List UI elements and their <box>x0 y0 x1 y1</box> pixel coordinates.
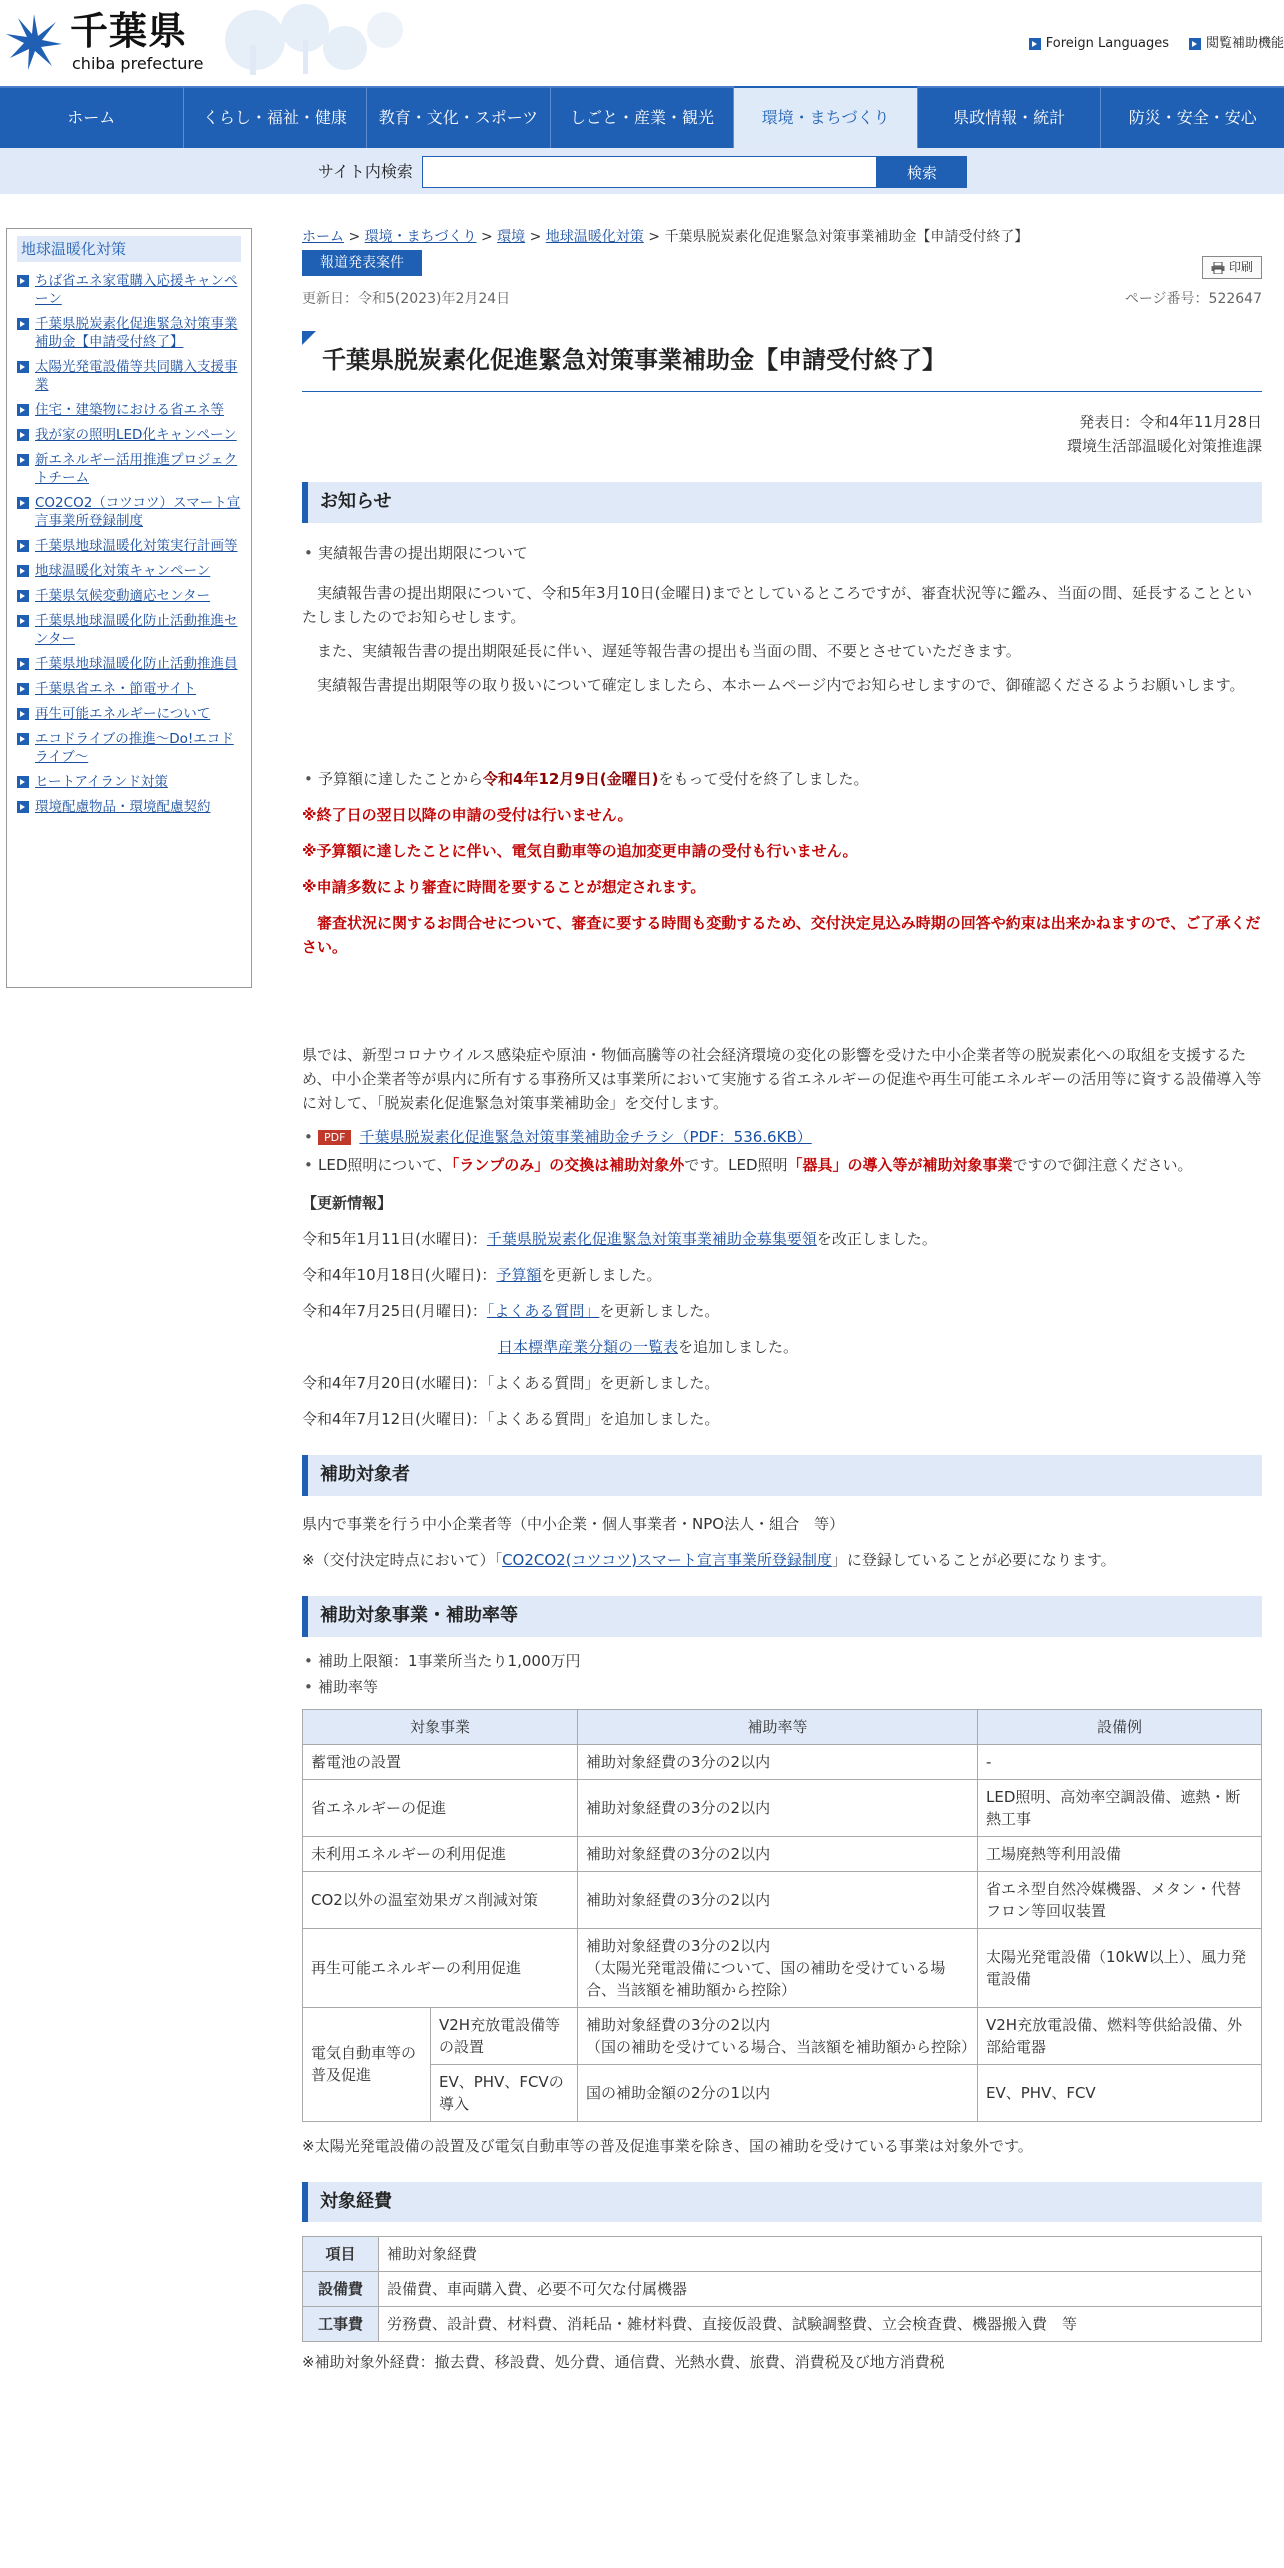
led-pre: LED照明について、 <box>318 1155 452 1174</box>
release-date: 発表日：令和4年11月28日 <box>1079 413 1262 432</box>
sidebar-item <box>17 315 241 351</box>
table-cell: 労務費、設計費、材料費、消耗品・雑材料費、直接仮設費、試験調整費、立会検査費、機器搬入費 等 <box>379 2307 1262 2342</box>
breadcrumb: ホーム > 環境・まちづくり > 環境 > 地球温暖化対策 > 千葉県脱炭素化促進緊急対策事業補助金【申請受付終了】 <box>302 229 1029 245</box>
table-cell: 太陽光発電設備（10kW以上）、風力発電設備 <box>978 1928 1262 2007</box>
search-label: サイト内検索 <box>318 162 413 181</box>
update-1-date: 令和5年1月11日(水曜日)： <box>302 1229 487 1248</box>
sidebar-item <box>17 358 241 394</box>
arrow-icon <box>17 683 29 695</box>
sidebar-link[interactable]: 千葉県地球温暖化防止活動推進員 <box>35 656 238 672</box>
table-cell-group: 電気自動車等の普及促進 <box>303 2007 431 2121</box>
sidebar-link[interactable]: 新エネルギー活用推進プロジェクトチーム <box>35 452 238 486</box>
breadcrumb-environment[interactable]: 環境 <box>497 229 526 245</box>
arrow-icon <box>17 361 29 373</box>
notice-bullet-report: • 実績報告書の提出期限について <box>302 541 1262 565</box>
table-cell: 設備費、車両購入費、必要不可欠な付属機器 <box>379 2272 1262 2307</box>
table-row <box>303 2007 1262 2064</box>
nav-environment[interactable]: 環境・まちづくり <box>734 86 918 148</box>
table-header: 対象事業 <box>303 1709 578 1744</box>
arrow-icon <box>17 776 29 788</box>
sidebar-item <box>17 426 241 444</box>
sidebar-item <box>17 680 241 698</box>
table-cell: 補助対象経費の3分の2以内 <box>578 1779 978 1836</box>
table-row <box>303 1871 1262 1928</box>
breadcrumb-environment-town[interactable]: 環境・まちづくり <box>364 229 477 245</box>
table-cell-label: 設備費 <box>303 2272 379 2307</box>
table-cell: - <box>978 1744 1262 1779</box>
sidebar-link[interactable]: 住宅・建築物における省エネ等 <box>35 402 224 418</box>
table-row <box>303 2064 1262 2121</box>
breadcrumb-global-warming[interactable]: 地球温暖化対策 <box>545 229 644 245</box>
table-cell-label: 項目 <box>303 2237 379 2272</box>
update-2-date: 令和4年10月18日(火曜日)： <box>302 1265 497 1284</box>
arrow-icon <box>17 429 29 441</box>
notice-bullet-closed <box>302 767 1262 791</box>
table-cell: 省エネ型自然冷媒機器、メタン・代替フロン等回収装置 <box>978 1871 1262 1928</box>
nav-prefecture-info[interactable]: 県政情報・統計 <box>918 86 1102 148</box>
alert-note-4: 審査状況に関するお問合せについて、審査に要する時間も変動するため、交付決定見込み時期の回答や約束は出来かねますので、ご了承ください。 <box>302 913 1261 956</box>
update-line-1 <box>302 1227 1262 1251</box>
table-row <box>303 2272 1262 2307</box>
led-emphasis-2: 「器具」の導入等が補助対象事業 <box>787 1155 1013 1174</box>
release-info <box>302 410 1262 458</box>
target-line-2 <box>302 1548 1262 1572</box>
arrow-icon <box>17 404 29 416</box>
global-nav <box>0 86 1284 148</box>
costs-note: ※補助対象外経費：撤去費、移設費、処分費、通信費、光熱水費、旅費、消費税及び地方消費税 <box>302 2353 945 2372</box>
notice-paragraph-2: また、実績報告書の提出期限延長に伴い、遅延等報告書の提出も当面の間、不要とさせていただきます。 <box>317 641 1021 660</box>
sidebar-item <box>17 401 241 419</box>
sidebar-link[interactable]: 千葉県省エネ・節電サイト <box>35 681 197 697</box>
alert-note-2: ※予算額に達したことに伴い、電気自動車等の追加変更申請の受付も行いません。 <box>302 841 858 860</box>
sidebar-item <box>17 494 241 530</box>
table-header-row <box>303 1709 1262 1744</box>
section-costs-heading: 対象経費 <box>302 2182 1262 2223</box>
arrow-icon <box>17 615 29 627</box>
sidebar-link[interactable]: 我が家の照明LED化キャンペーン <box>35 427 237 443</box>
table-cell: LED照明、高効率空調設備、遮熱・断熱工事 <box>978 1779 1262 1836</box>
sidebar-item <box>17 655 241 673</box>
target-line-2-post: 」に登録していることが必要になります。 <box>831 1550 1116 1569</box>
table-cell: 補助対象経費の3分の2以内 （太陽光発電設備について、国の補助を受けている場合、当該額を補助額から控除） <box>578 1928 978 2007</box>
chiba-star-logo-icon <box>4 12 64 72</box>
table-cell: 補助対象経費の3分の2以内 （国の補助を受けている場合、当該額を補助額から控除） <box>578 2007 978 2064</box>
sidebar-link[interactable]: 太陽光発電設備等共同購入支援事業 <box>35 359 238 393</box>
nav-life-welfare[interactable]: くらし・福祉・健康 <box>184 86 368 148</box>
arrow-icon <box>17 497 29 509</box>
update-1-text: を改正しました。 <box>816 1229 937 1248</box>
arrow-icon <box>17 275 29 287</box>
update-3-date: 令和4年7月25日(月曜日)： <box>302 1301 487 1320</box>
update-line-3 <box>302 1299 1262 1323</box>
sidebar-item <box>17 612 241 648</box>
business-bullet-rate: • 補助率等 <box>302 1675 1262 1699</box>
led-emphasis-1: 「ランプのみ」の交換は補助対象外 <box>451 1155 685 1174</box>
table-header: 補助率等 <box>578 1709 978 1744</box>
sidebar-link[interactable]: ちば省エネ家電購入応援キャンペーン <box>35 273 238 307</box>
sidebar-link[interactable]: 千葉県地球温暖化防止活動推進センター <box>35 613 238 647</box>
update-4-link[interactable]: 日本標準産業分類の一覧表 <box>498 1337 679 1356</box>
table-row <box>303 2237 1262 2272</box>
print-button[interactable] <box>1202 256 1262 279</box>
sidebar-item <box>17 773 241 791</box>
updates-heading: 【更新情報】 <box>302 1193 393 1212</box>
sidebar-link[interactable]: ヒートアイランド対策 <box>35 774 168 790</box>
table-row <box>303 1744 1262 1779</box>
table-cell: EV、PHV、FCVの導入 <box>431 2064 578 2121</box>
alert-note-3: ※申請多数により審査に時間を要することが想定されます。 <box>302 877 706 896</box>
table-cell: 補助対象経費の3分の2以内 <box>578 1836 978 1871</box>
header-decoration-icon <box>195 0 425 84</box>
table-cell: 補助対象経費の3分の2以内 <box>578 1871 978 1928</box>
closed-pre: 予算額に達したことから <box>318 769 484 788</box>
arrow-icon <box>1189 38 1201 50</box>
closed-post: をもって受付を終了しました。 <box>658 769 869 788</box>
table-cell: 工場廃熱等利用設備 <box>978 1836 1262 1871</box>
printer-icon <box>1211 262 1225 274</box>
subsidy-table <box>302 1709 1262 2122</box>
notice-paragraph-3: 実績報告書提出期限等の取り扱いについて確定しましたら、本ホームページ内でお知らせしますので、御確認くださるようお願いします。 <box>317 675 1245 694</box>
update-line-2 <box>302 1263 1262 1287</box>
press-release-badge: 報道発表案件 <box>302 250 422 276</box>
sidebar-item <box>17 705 241 723</box>
site-logo[interactable] <box>4 10 204 76</box>
logo-title: 千葉県 <box>70 9 188 53</box>
table-cell: 補助対象経費の3分の2以内 <box>578 1744 978 1779</box>
sidebar-item <box>17 587 241 605</box>
business-bullet-limit: • 補助上限額：1事業所当たり1,000万円 <box>302 1649 1262 1673</box>
foreign-languages-label: Foreign Languages <box>1045 36 1169 51</box>
arrow-icon <box>17 801 29 813</box>
sidebar-link[interactable]: 再生可能エネルギーについて <box>35 706 211 722</box>
led-mid: です。LED照明 <box>684 1155 788 1174</box>
business-note: ※太陽光発電設備の設置及び電気自動車等の普及促進事業を除き、国の補助を受けている事業は対象外です。 <box>302 2136 1033 2155</box>
arrow-icon <box>17 733 29 745</box>
arrow-icon <box>17 318 29 330</box>
department: 環境生活部温暖化対策推進課 <box>1066 437 1262 456</box>
table-cell: 補助対象経費 <box>379 2237 1262 2272</box>
sidebar-item <box>17 730 241 766</box>
led-bullet <box>302 1153 1262 1177</box>
heading-corner-icon <box>302 331 316 345</box>
update-3-link[interactable]: 「よくある質問」 <box>486 1301 600 1320</box>
sidebar-item <box>17 451 241 487</box>
meta-row <box>302 288 1262 310</box>
co2co2-registration-link[interactable]: CO2CO2(コツコツ)スマート宣言事業所登録制度 <box>502 1550 832 1569</box>
table-row <box>303 1928 1262 2007</box>
sidebar-link[interactable]: 地球温暖化対策キャンペーン <box>35 563 211 579</box>
sidebar-item <box>17 798 241 816</box>
sidebar-link[interactable]: 千葉県気候変動適応センター <box>35 588 210 604</box>
search-bar <box>0 148 1284 194</box>
update-line-5: 令和4年7月20日(水曜日)：「よくある質問」を更新しました。 <box>302 1373 720 1392</box>
updated-date: 更新日：令和5(2023)年2月24日 <box>302 291 511 308</box>
page-title-text: 千葉県脱炭素化促進緊急対策事業補助金【申請受付終了】 <box>322 345 946 374</box>
pdf-bullet <box>302 1125 1262 1149</box>
target-line-2-pre: ※（交付決定時点において）「 <box>302 1550 503 1569</box>
update-4-text: を追加しました。 <box>678 1337 799 1356</box>
table-row <box>303 1779 1262 1836</box>
arrow-icon <box>1029 38 1041 50</box>
table-cell: EV、PHV、FCV <box>978 2064 1262 2121</box>
print-label: 印刷 <box>1228 260 1253 274</box>
table-row <box>303 1836 1262 1871</box>
foreign-languages-link[interactable] <box>1029 34 1169 55</box>
accessibility-label: 閲覧補助機能 <box>1205 36 1284 51</box>
led-post: ですので御注意ください。 <box>1012 1155 1193 1174</box>
nav-education-culture[interactable]: 教育・文化・スポーツ <box>367 86 551 148</box>
main-content <box>302 226 1262 2374</box>
table-cell: 再生可能エネルギーの利用促進 <box>303 1928 578 2007</box>
arrow-icon <box>17 454 29 466</box>
update-1-link[interactable]: 千葉県脱炭素化促進緊急対策事業補助金募集要領 <box>486 1229 817 1248</box>
site-header <box>0 0 1284 86</box>
search-button[interactable]: 検索 <box>877 156 967 188</box>
table-cell: 蓄電池の設置 <box>303 1744 578 1779</box>
nav-disaster-safety[interactable]: 防災・安全・安心 <box>1101 86 1284 148</box>
logo-subtitle: chiba prefecture <box>72 54 204 73</box>
update-3-text: を更新しました。 <box>599 1301 720 1320</box>
table-cell: CO2以外の温室効果ガス削減対策 <box>303 1871 578 1928</box>
target-line-1: 県内で事業を行う中小企業者等（中小企業・個人事業者・NPO法人・組合 等） <box>302 1514 845 1533</box>
arrow-icon <box>17 590 29 602</box>
sidebar-link[interactable]: CO2CO2（コツコツ）スマート宣言事業所登録制度 <box>35 495 241 529</box>
table-row <box>303 2307 1262 2342</box>
sidebar-link[interactable]: 千葉県地球温暖化対策実行計画等 <box>35 538 238 554</box>
accessibility-link[interactable] <box>1189 34 1284 55</box>
nav-work-industry[interactable]: しごと・産業・観光 <box>551 86 735 148</box>
flyer-pdf-link[interactable]: 千葉県脱炭素化促進緊急対策事業補助金チラシ（PDF：536.6KB） <box>359 1127 812 1146</box>
sidebar-title[interactable]: 地球温暖化対策 <box>17 236 241 262</box>
arrow-icon <box>17 708 29 720</box>
sidebar-link[interactable]: 千葉県脱炭素化促進緊急対策事業補助金【申請受付終了】 <box>35 316 238 350</box>
page-number: ページ番号：522647 <box>1124 291 1262 308</box>
sidebar-link[interactable]: エコドライブの推進～Do!エコドライブ～ <box>35 731 234 765</box>
closed-date: 令和4年12月9日(金曜日) <box>483 769 659 788</box>
table-cell: 国の補助金額の2分の1以内 <box>578 2064 978 2121</box>
update-line-4 <box>302 1335 1262 1359</box>
alert-note-1: ※終了日の翌日以降の申請の受付は行いません。 <box>302 805 633 824</box>
section-target-heading: 補助対象者 <box>302 1455 1262 1496</box>
breadcrumb-home[interactable]: ホーム <box>302 229 344 245</box>
search-input[interactable] <box>422 156 877 188</box>
update-2-link[interactable]: 予算額 <box>496 1265 542 1284</box>
section-notice-heading: お知らせ <box>302 482 1262 523</box>
update-line-6: 令和4年7月12日(火曜日)：「よくある質問」を追加しました。 <box>302 1409 720 1428</box>
arrow-icon <box>17 540 29 552</box>
sidebar-item <box>17 562 241 580</box>
table-cell: 未利用エネルギーの利用促進 <box>303 1836 578 1871</box>
header-links <box>1029 34 1284 55</box>
section-business-heading: 補助対象事業・補助率等 <box>302 1596 1262 1637</box>
page-title <box>302 331 1262 392</box>
table-cell: V2H充放電設備、燃料等供給設備、外部給電器 <box>978 2007 1262 2064</box>
breadcrumb-current: 千葉県脱炭素化促進緊急対策事業補助金【申請受付終了】 <box>664 229 1029 245</box>
intro-paragraph: 県では、新型コロナウイルス感染症や原油・物価高騰等の社会経済環境の変化の影響を受けた中小企業者等の脱炭素化への取組を支援するため、中小企業者等が県内に所有する事務所又は事業所において実施する省エネルギーの促進や再生可能エネルギーの活用等に資する設備導入等に対して、「脱炭素化促進緊急対策事業補助金」を交付します。 <box>302 1045 1262 1112</box>
update-2-text: を更新しました。 <box>541 1265 662 1284</box>
table-cell: 省エネルギーの促進 <box>303 1779 578 1836</box>
sidebar-link[interactable]: 環境配慮物品・環境配慮契約 <box>35 799 211 815</box>
arrow-icon <box>17 565 29 577</box>
arrow-icon <box>17 658 29 670</box>
table-header: 設備例 <box>978 1709 1262 1744</box>
nav-home[interactable]: ホーム <box>0 86 184 148</box>
cost-table <box>302 2236 1262 2342</box>
notice-paragraph-1: 実績報告書の提出期限について、令和5年3月10日(金曜日)までとしているところですが、審査状況等に鑑み、当面の間、延長することといたしましたのでお知らせします。 <box>302 583 1253 626</box>
table-cell: V2H充放電設備等の設置 <box>431 2007 578 2064</box>
sidebar-item <box>17 272 241 308</box>
sidebar <box>6 228 252 988</box>
pdf-icon: PDF <box>318 1130 351 1145</box>
table-cell-label: 工事費 <box>303 2307 379 2342</box>
sidebar-item <box>17 537 241 555</box>
